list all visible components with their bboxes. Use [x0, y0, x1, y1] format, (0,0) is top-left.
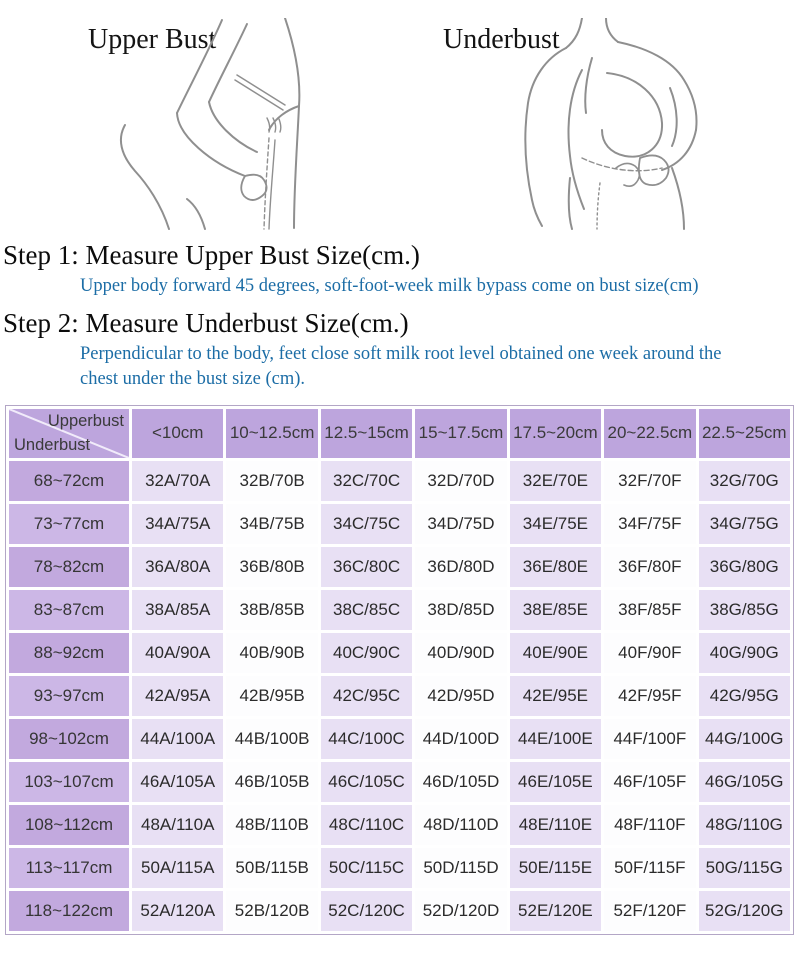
size-cell: 44C/100C [321, 719, 412, 759]
size-cell: 50A/115A [132, 848, 223, 888]
table-row [9, 547, 790, 587]
step1-description: Upper body forward 45 degrees, soft-foot-week milk bypass come on bust size(cm) [80, 276, 699, 296]
size-cell: 44A/100A [132, 719, 223, 759]
size-cell: 44E/100E [510, 719, 601, 759]
size-cell: 42B/95B [226, 676, 317, 716]
row-label-underbust-range: 108~112cm [9, 805, 129, 845]
column-header-10-12_5cm: 10~12.5cm [226, 409, 317, 458]
size-cell: 48A/110A [132, 805, 223, 845]
table-row [9, 633, 790, 673]
size-cell: 34G/75G [699, 504, 790, 544]
table-row [9, 805, 790, 845]
size-cell: 36C/80C [321, 547, 412, 587]
row-label-underbust-range: 93~97cm [9, 676, 129, 716]
size-cell: 36F/80F [604, 547, 695, 587]
size-cell: 38F/85F [604, 590, 695, 630]
size-cell: 50B/115B [226, 848, 317, 888]
column-header-lt10cm: <10cm [132, 409, 223, 458]
size-cell: 48E/110E [510, 805, 601, 845]
size-cell: 38E/85E [510, 590, 601, 630]
size-cell: 50G/115G [699, 848, 790, 888]
size-cell: 40D/90D [415, 633, 506, 673]
upper-bust-label: Upper Bust [88, 24, 217, 55]
size-cell: 40C/90C [321, 633, 412, 673]
size-cell: 42F/95F [604, 676, 695, 716]
size-cell: 32B/70B [226, 461, 317, 501]
column-header-20-22_5cm: 20~22.5cm [604, 409, 695, 458]
row-label-underbust-range: 88~92cm [9, 633, 129, 673]
size-cell: 46B/105B [226, 762, 317, 802]
size-cell: 36E/80E [510, 547, 601, 587]
size-cell: 36D/80D [415, 547, 506, 587]
size-cell: 48D/110D [415, 805, 506, 845]
size-cell: 50D/115D [415, 848, 506, 888]
size-cell: 34B/75B [226, 504, 317, 544]
row-label-underbust-range: 98~102cm [9, 719, 129, 759]
size-cell: 36G/80G [699, 547, 790, 587]
step1-title: Step 1: Measure Upper Bust Size(cm.) [3, 240, 420, 270]
size-cell: 46E/105E [510, 762, 601, 802]
size-cell: 38A/85A [132, 590, 223, 630]
row-label-underbust-range: 68~72cm [9, 461, 129, 501]
size-cell: 40E/90E [510, 633, 601, 673]
corner-upperbust-label: Upperbust [47, 411, 124, 430]
underbust-figure-illustration [520, 18, 725, 230]
table-row [9, 590, 790, 630]
size-cell: 34F/75F [604, 504, 695, 544]
size-cell: 34E/75E [510, 504, 601, 544]
table-row [9, 891, 790, 931]
size-cell: 52D/120D [415, 891, 506, 931]
size-cell: 52B/120B [226, 891, 317, 931]
size-cell: 36B/80B [226, 547, 317, 587]
table-row [9, 504, 790, 544]
size-cell: 32F/70F [604, 461, 695, 501]
size-cell: 38C/85C [321, 590, 412, 630]
size-cell: 52G/120G [699, 891, 790, 931]
size-cell: 42D/95D [415, 676, 506, 716]
size-cell: 48G/110G [699, 805, 790, 845]
step2-description: Perpendicular to the body, feet close soft milk root level obtained one week around the chest under the bust size (cm). [80, 343, 722, 389]
size-cell: 50C/115C [321, 848, 412, 888]
column-header-22_5-25cm: 22.5~25cm [699, 409, 790, 458]
table-row [9, 719, 790, 759]
size-cell: 46A/105A [132, 762, 223, 802]
table-row [9, 762, 790, 802]
size-cell: 44F/100F [604, 719, 695, 759]
row-label-underbust-range: 78~82cm [9, 547, 129, 587]
row-label-underbust-range: 73~77cm [9, 504, 129, 544]
size-cell: 38B/85B [226, 590, 317, 630]
size-cell: 52E/120E [510, 891, 601, 931]
size-cell: 34D/75D [415, 504, 506, 544]
table-row [9, 461, 790, 501]
size-cell: 46G/105G [699, 762, 790, 802]
size-cell: 36A/80A [132, 547, 223, 587]
size-cell: 42E/95E [510, 676, 601, 716]
size-cell: 32G/70G [699, 461, 790, 501]
size-cell: 46F/105F [604, 762, 695, 802]
size-cell: 50F/115F [604, 848, 695, 888]
size-cell: 46C/105C [321, 762, 412, 802]
corner-cell [9, 409, 129, 458]
size-cell: 32D/70D [415, 461, 506, 501]
size-cell: 32C/70C [321, 461, 412, 501]
size-cell: 40G/90G [699, 633, 790, 673]
row-label-underbust-range: 118~122cm [9, 891, 129, 931]
size-table-body [9, 461, 790, 931]
size-cell: 50E/115E [510, 848, 601, 888]
size-cell: 32A/70A [132, 461, 223, 501]
column-header-15-17_5cm: 15~17.5cm [415, 409, 506, 458]
table-row [9, 676, 790, 716]
size-cell: 44G/100G [699, 719, 790, 759]
underbust-label: Underbust [443, 24, 560, 55]
bra-size-table [5, 405, 794, 935]
size-cell: 40B/90B [226, 633, 317, 673]
size-cell: 38G/85G [699, 590, 790, 630]
size-cell: 44D/100D [415, 719, 506, 759]
size-cell: 52C/120C [321, 891, 412, 931]
size-cell: 42C/95C [321, 676, 412, 716]
size-cell: 42G/95G [699, 676, 790, 716]
row-label-underbust-range: 103~107cm [9, 762, 129, 802]
size-cell: 40A/90A [132, 633, 223, 673]
measurement-illustrations [0, 0, 800, 230]
size-cell: 44B/100B [226, 719, 317, 759]
size-cell: 48B/110B [226, 805, 317, 845]
size-cell: 34A/75A [132, 504, 223, 544]
size-cell: 32E/70E [510, 461, 601, 501]
row-label-underbust-range: 113~117cm [9, 848, 129, 888]
size-cell: 52A/120A [132, 891, 223, 931]
size-cell: 40F/90F [604, 633, 695, 673]
column-header-12_5-15cm: 12.5~15cm [321, 409, 412, 458]
size-cell: 48C/110C [321, 805, 412, 845]
row-label-underbust-range: 83~87cm [9, 590, 129, 630]
table-row [9, 848, 790, 888]
upper-bust-figure-illustration [115, 18, 315, 230]
step2-title: Step 2: Measure Underbust Size(cm.) [3, 307, 409, 338]
instructions-section [0, 230, 800, 392]
column-header-17_5-20cm: 17.5~20cm [510, 409, 601, 458]
size-cell: 42A/95A [132, 676, 223, 716]
size-cell: 52F/120F [604, 891, 695, 931]
size-cell: 46D/105D [415, 762, 506, 802]
size-cell: 48F/110F [604, 805, 695, 845]
size-cell: 34C/75C [321, 504, 412, 544]
corner-underbust-label: Underbust [14, 435, 91, 454]
table-header-row [9, 409, 790, 458]
size-cell: 38D/85D [415, 590, 506, 630]
